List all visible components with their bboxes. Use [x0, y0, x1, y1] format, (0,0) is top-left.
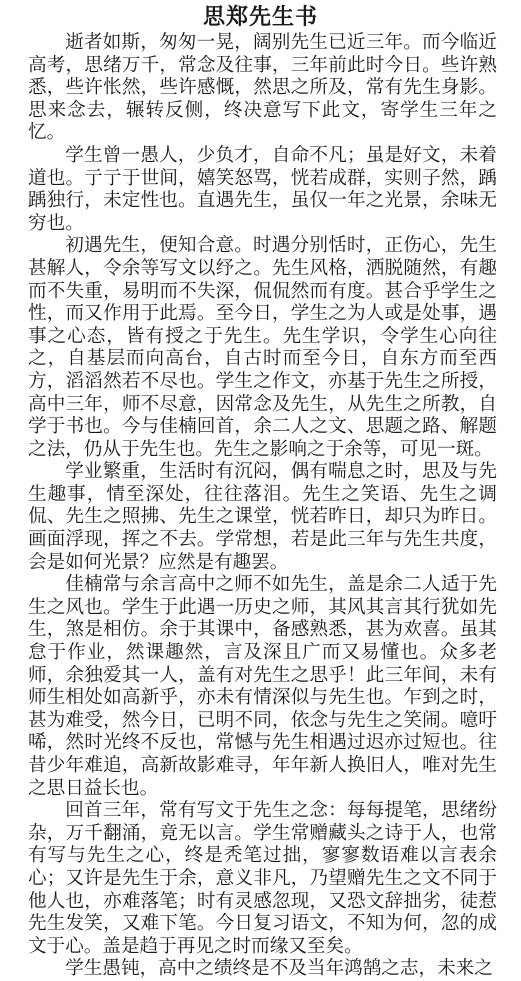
paragraph: 回首三年，常有写文于先生之念：每每提笔，思绪纷杂，万千翻涌，竟无以言。学生常赠藏头之诗于人，也常有写与先生之心，终是秃笔过拙，寥寥数语难以言表余心；又许是先生于余，意义非凡，乃望赠先生之文不同于他人也，亦难落笔；时有灵感忽现，又恐文辞拙劣，徒惹先生发笑，又难下笔。今日复习语文，不知为何，忽的成文于心。盖是趋于再见之时而缘又至矣。	[28, 800, 497, 957]
page-title: 思郑先生书	[202, 5, 318, 30]
paragraph: 佳楠常与余言高中之师不如先生，盖是余二人适于先生之风也。学生于此遇一历史之师，其风其言其行犹如先生，煞是相仿。余于其课中，备感熟悉，甚为欢喜。虽其怠于作业，然课趣然，言及深且广而又易懂也。众多老师，余独爱其一人，盖有对先生之思乎！此三年间，未有师生相处如高新乎，亦未有情深似与先生也。乍到之时，甚为难受，然今日，已明不同，依念与先生之笑闹。噫吁唏，然时光终不反也，常憾与先生相遇过迟亦过短也。往昔少年难追，高新故影难寻，年年新人换旧人，唯对先生之思日益长也。	[28, 574, 497, 799]
paragraph-truncated: 学生愚钝，高中之绩终是不及当年鸿鹄之志，未来之	[65, 958, 493, 980]
letter-body	[0, 32, 521, 981]
paragraph: 逝者如斯，匆匆一晃，阔别先生已近三年。而今临近高考，思绪万千，常念及往事，三年前此时今日。些许熟悉，些许怅然，些许感慨，然思之所及，常有先生身影。思来念去，辗转反侧，终决意写下此文，寄学生三年之忆。	[28, 32, 497, 144]
paragraph: 初遇先生，便知合意。时遇分别恬时，正伤心，先生甚解人，令余等写文以纾之。先生风格，洒脱随然，有趣而不失重，易明而不失深，侃侃然而有度。甚合乎学生之性，而又作用于此焉。至今日，学生之为人或是处事，遇事之心态，皆有授之于先生。先生学识，令学生心向往之，自基层而向高台，自古时而至今日，自东方而至西方，滔滔然若不尽也。学生之作文，亦基于先生之所授，高中三年，师不尽意，因常念及先生，从先生之所教，自学于书也。今与佳楠回首，余二人之文、思题之路、解题之法，仍从于先生也。先生之影响之于余等，可见一斑。	[28, 235, 497, 460]
paragraph: 学生曾一愚人，少负才，自命不凡；虽是好文，未着道也。亍亍于世间，嬉笑怒骂，恍若成群，实则子然，踽踽独行，未定性也。直遇先生，虽仅一年之光景，余味无穷也。	[28, 144, 497, 234]
paragraph: 学业繁重，生活时有沉闷，偶有喘息之时，思及与先生趣事，情至深处，往往落泪。先生之笑语、先生之调侃、先生之照拂、先生之课堂，恍若昨日，却只为昨日。画面浮现，挥之不去。学常想，若是此三年与先生共度，会是如何光景？应然是有趣罢。	[28, 461, 497, 573]
